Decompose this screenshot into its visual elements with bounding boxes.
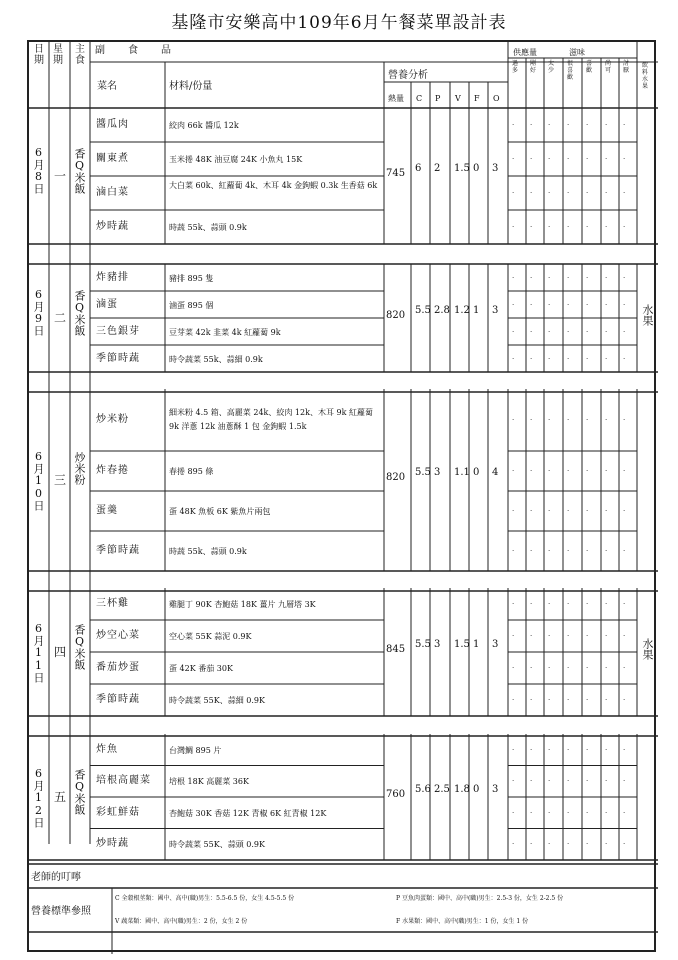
dish-name: 三杯雞 (96, 598, 129, 609)
dish-name: 滷白菜 (96, 187, 129, 198)
header-side-dishes: 副 食 品 (95, 45, 172, 56)
rating-cell: . (567, 630, 570, 638)
nutrition-o-value: 3 (492, 305, 499, 316)
rating-cell: . (512, 694, 515, 702)
rating-cell: . (512, 505, 515, 513)
header-staple: 主食 (75, 44, 85, 66)
rating-cell: . (530, 775, 533, 784)
rating-cell: . (567, 838, 570, 847)
rating-cell: . (605, 662, 608, 670)
day-staple: 香Q米飯 (73, 290, 86, 336)
rating-cell: . (586, 352, 589, 361)
menu-table (27, 40, 656, 952)
rating-cell: . (567, 221, 570, 229)
rating-cell: . (548, 352, 551, 361)
dish-name: 彩虹鮮菇 (96, 806, 140, 818)
header-rating-col: 很喜歡 (567, 60, 574, 81)
nutrition-p-value: 2.5 (434, 784, 450, 795)
rating-cell: . (567, 187, 570, 195)
dish-name: 蛋羹 (96, 505, 118, 516)
rating-cell: . (512, 465, 515, 473)
rating-cell: . (567, 414, 570, 422)
rating-cell: . (586, 153, 589, 161)
rating-cell: . (512, 838, 515, 847)
rating-cell: . (567, 325, 570, 334)
dish-name: 三色銀芽 (96, 325, 140, 337)
rating-cell: . (605, 298, 608, 307)
day-staple: 香Q米飯 (73, 624, 86, 670)
dish-ingredients: 細米粉 4.5 箱、高麗菜 24k、絞肉 12k、木耳 9k 紅蘿蔔 9k 洋蔥 12k 油蔥酥 1 包 金鉤蝦 1.5k (169, 408, 373, 431)
dish-name: 炒空心菜 (96, 630, 140, 641)
calories-value: 760 (386, 789, 406, 800)
header-weekday: 星期 (53, 44, 63, 66)
rating-cell: . (548, 806, 551, 815)
rating-cell: . (548, 662, 551, 670)
nutrition-f-value: 1 (473, 639, 480, 650)
rating-cell: . (586, 775, 589, 784)
rating-cell: . (605, 630, 608, 638)
fruit-label: 水果 (641, 638, 654, 660)
rating-cell: . (623, 505, 626, 513)
rating-cell: . (623, 694, 626, 702)
day-date: 6月8日 (32, 146, 45, 194)
header-rating-col: 過多 (512, 60, 519, 74)
rating-cell: . (586, 630, 589, 638)
rating-cell: . (605, 505, 608, 513)
dish-name: 炸豬排 (96, 271, 129, 283)
rating-cell: . (530, 662, 533, 670)
dish-name: 炒時蔬 (96, 221, 129, 232)
dish-name: 炒時蔬 (96, 838, 129, 850)
dish-name: 炸魚 (96, 743, 118, 755)
rating-cell: . (530, 806, 533, 815)
rating-cell: . (567, 505, 570, 513)
dish-name: 季節時蔬 (96, 545, 140, 556)
rating-cell: . (567, 352, 570, 361)
day-date: 6月12日 (32, 767, 45, 828)
rating-cell: . (623, 806, 626, 815)
header-rating-col: 討厭 (623, 60, 630, 74)
rating-cell: . (605, 806, 608, 815)
day-weekday: 四 (54, 645, 67, 659)
rating-cell: . (623, 221, 626, 229)
dish-name: 醬瓜肉 (96, 119, 129, 130)
teacher-note-label: 老師的叮嚀 (31, 872, 81, 883)
rating-cell: . (548, 187, 551, 195)
dish-ingredients: 時蔬 55k、蒜頭 0.9k (169, 547, 247, 556)
rating-cell: . (548, 775, 551, 784)
rating-cell: . (586, 119, 589, 127)
calories-value: 820 (386, 310, 406, 321)
rating-cell: . (586, 545, 589, 553)
header-o: O (493, 94, 500, 103)
dish-ingredients: 時令蔬菜 55K、蒜細 0.9K (169, 696, 265, 705)
dish-ingredients: 蛋 48K 魚板 6K 紫魚片兩包 (169, 507, 271, 516)
header-ingredients: 材料/份量 (169, 81, 213, 92)
day-weekday: 三 (54, 473, 67, 487)
rating-cell: . (623, 743, 626, 752)
rating-cell: . (586, 838, 589, 847)
standard-c: C 全穀根莖類：國中、高中(職)男生：5.5-6.5 份，女生 4.5-5.5 份 (115, 895, 295, 902)
rating-cell: . (605, 743, 608, 752)
rating-cell: . (548, 743, 551, 752)
header-taste: 滋味 (569, 48, 585, 57)
rating-cell: . (548, 630, 551, 638)
rating-cell: . (548, 271, 551, 280)
rating-cell: . (605, 694, 608, 702)
rating-cell: . (586, 694, 589, 702)
rating-cell: . (548, 153, 551, 161)
page-title: 基隆市安樂高中109年6月午餐菜單設計表 (171, 13, 507, 33)
header-rating-col: 喜歡 (586, 60, 593, 74)
rating-cell: . (567, 775, 570, 784)
dish-name: 關東煮 (96, 153, 129, 164)
rating-cell: . (530, 598, 533, 606)
rating-cell: . (530, 694, 533, 702)
standard-p: P 豆魚肉蛋類：國中、高中(職)男生：2.5-3 份，女生 2-2.5 份 (396, 895, 564, 902)
dish-name: 滷蛋 (96, 298, 118, 310)
rating-cell: . (530, 743, 533, 752)
rating-cell: . (623, 119, 626, 127)
day-staple: 香Q米飯 (73, 769, 86, 815)
nutrition-v-value: 1.2 (454, 305, 470, 316)
rating-cell: . (567, 662, 570, 670)
header-f: F (474, 94, 480, 103)
rating-cell: . (623, 598, 626, 606)
rating-cell: . (586, 743, 589, 752)
header-calories: 熱量 (388, 94, 404, 103)
rating-cell: . (623, 662, 626, 670)
rating-cell: . (623, 414, 626, 422)
rating-cell: . (512, 414, 515, 422)
rating-cell: . (567, 153, 570, 161)
dish-ingredients: 春捲 895 條 (169, 467, 214, 476)
rating-cell: . (548, 325, 551, 334)
rating-cell: . (586, 662, 589, 670)
day-weekday: 一 (54, 169, 67, 183)
dish-ingredients: 大白菜 60k、紅蘿蔔 4k、木耳 4k 金鉤蝦 0.3k 生香菇 6k (169, 181, 378, 190)
rating-cell: . (567, 806, 570, 815)
rating-cell: . (605, 153, 608, 161)
rating-cell: . (605, 414, 608, 422)
nutrition-p-value: 3 (434, 467, 441, 478)
rating-cell: . (605, 545, 608, 553)
header-nutrition: 營養分析 (388, 70, 428, 81)
nutrition-p-value: 2 (434, 163, 441, 174)
rating-cell: . (586, 465, 589, 473)
dish-name: 季節時蔬 (96, 352, 140, 364)
nutrition-p-value: 3 (434, 639, 441, 650)
rating-cell: . (605, 221, 608, 229)
rating-cell: . (530, 505, 533, 513)
rating-cell: . (623, 271, 626, 280)
calories-value: 845 (386, 644, 406, 655)
dish-ingredients: 培根 18K 高麗菜 36K (169, 777, 249, 787)
nutrition-v-value: 1.1 (454, 467, 470, 478)
nutrition-f-value: 0 (473, 784, 480, 795)
rating-cell: . (567, 465, 570, 473)
header-date: 日期 (34, 44, 44, 66)
rating-cell: . (512, 630, 515, 638)
header-p: P (435, 94, 441, 103)
rating-cell: . (605, 775, 608, 784)
rating-cell: . (512, 221, 515, 229)
rating-cell: . (567, 119, 570, 127)
rating-cell: . (567, 743, 570, 752)
nutrition-standard-label: 營養標準參照 (31, 906, 91, 917)
rating-cell: . (512, 325, 515, 334)
rating-cell: . (623, 775, 626, 784)
dish-name: 番茄炒蛋 (96, 662, 140, 673)
dish-name: 炒米粉 (96, 414, 129, 425)
nutrition-c-value: 5.5 (415, 639, 431, 650)
dish-ingredients: 空心菜 55K 蒜泥 0.9K (169, 632, 252, 641)
rating-cell: . (586, 414, 589, 422)
rating-cell: . (623, 545, 626, 553)
rating-cell: . (567, 271, 570, 280)
rating-cell: . (530, 414, 533, 422)
header-drink: 飲料水果 (642, 62, 649, 90)
rating-cell: . (605, 271, 608, 280)
rating-cell: . (530, 119, 533, 127)
rating-cell: . (548, 694, 551, 702)
rating-cell: . (548, 221, 551, 229)
dish-name: 季節時蔬 (96, 694, 140, 705)
rating-cell: . (512, 775, 515, 784)
dish-name: 炸春捲 (96, 465, 129, 476)
rating-cell: . (530, 630, 533, 638)
nutrition-v-value: 1.8 (454, 784, 470, 795)
rating-cell: . (530, 153, 533, 161)
rating-cell: . (605, 187, 608, 195)
rating-cell: . (567, 598, 570, 606)
header-v: V (455, 94, 461, 103)
header-dish-name: 菜名 (97, 81, 117, 92)
rating-cell: . (605, 598, 608, 606)
rating-cell: . (548, 598, 551, 606)
nutrition-c-value: 5.6 (415, 784, 431, 795)
dish-ingredients: 時蔬 55k、蒜頭 0.9k (169, 223, 247, 232)
rating-cell: . (605, 119, 608, 127)
nutrition-o-value: 3 (492, 639, 499, 650)
rating-cell: . (623, 352, 626, 361)
rating-cell: . (548, 465, 551, 473)
calories-value: 745 (386, 168, 406, 179)
rating-cell: . (567, 298, 570, 307)
rating-cell: . (548, 545, 551, 553)
rating-cell: . (548, 119, 551, 127)
nutrition-f-value: 0 (473, 467, 480, 478)
rating-cell: . (512, 352, 515, 361)
rating-cell: . (512, 545, 515, 553)
nutrition-o-value: 4 (492, 467, 499, 478)
rating-cell: . (623, 325, 626, 334)
day-weekday: 五 (54, 790, 67, 804)
rating-cell: . (530, 545, 533, 553)
dish-ingredients: 台灣鯛 895 片 (169, 745, 222, 755)
rating-cell: . (605, 352, 608, 361)
dish-ingredients: 豬排 895 隻 (169, 273, 214, 283)
rating-cell: . (530, 221, 533, 229)
rating-cell: . (623, 298, 626, 307)
nutrition-f-value: 1 (473, 305, 480, 316)
rating-cell: . (512, 187, 515, 195)
dish-ingredients: 絞肉 66k 醬瓜 12k (169, 121, 239, 130)
rating-cell: . (605, 465, 608, 473)
dish-ingredients: 豆芽菜 42k 韭菜 4k 紅蘿蔔 9k (169, 327, 281, 337)
rating-cell: . (512, 271, 515, 280)
rating-cell: . (530, 838, 533, 847)
rating-cell: . (512, 662, 515, 670)
rating-cell: . (567, 694, 570, 702)
nutrition-o-value: 3 (492, 784, 499, 795)
dish-ingredients: 雞腿丁 90K 杏鮑菇 18K 薑片 九層塔 3K (169, 600, 316, 609)
rating-cell: . (605, 325, 608, 334)
nutrition-v-value: 1.5 (454, 639, 470, 650)
rating-cell: . (548, 838, 551, 847)
rating-cell: . (512, 743, 515, 752)
rating-cell: . (623, 187, 626, 195)
nutrition-c-value: 5.5 (415, 467, 431, 478)
rating-cell: . (530, 465, 533, 473)
standard-v: V 蔬菜類：國中、高中(職)男生：2 份，女生 2 份 (115, 918, 248, 925)
rating-cell: . (623, 838, 626, 847)
rating-cell: . (623, 465, 626, 473)
header-rating-col: 太少 (548, 60, 555, 74)
dish-ingredients: 時令蔬菜 55k、蒜細 0.9k (169, 354, 263, 364)
rating-cell: . (623, 153, 626, 161)
rating-cell: . (512, 119, 515, 127)
header-rating-col: 剛好 (530, 60, 537, 74)
calories-value: 820 (386, 472, 406, 483)
rating-cell: . (548, 298, 551, 307)
nutrition-p-value: 2.8 (434, 305, 450, 316)
standard-f: F 水果類：國中、高中(職)男生：1 份，女生 1 份 (396, 918, 529, 925)
rating-cell: . (586, 187, 589, 195)
dish-ingredients: 蛋 42K 番茄 30K (169, 664, 233, 673)
rating-cell: . (512, 298, 515, 307)
day-staple: 香Q米飯 (73, 148, 86, 194)
rating-cell: . (605, 838, 608, 847)
rating-cell: . (586, 806, 589, 815)
rating-cell: . (548, 505, 551, 513)
rating-cell: . (512, 806, 515, 815)
rating-cell: . (623, 630, 626, 638)
rating-cell: . (586, 298, 589, 307)
rating-cell: . (530, 352, 533, 361)
nutrition-f-value: 0 (473, 163, 480, 174)
dish-ingredients: 滷蛋 895 個 (169, 300, 214, 310)
rating-cell: . (567, 545, 570, 553)
nutrition-c-value: 6 (415, 163, 422, 174)
header-rating-col: 尚可 (605, 60, 612, 74)
rating-cell: . (512, 598, 515, 606)
rating-cell: . (530, 271, 533, 280)
rating-cell: . (530, 187, 533, 195)
rating-cell: . (530, 298, 533, 307)
day-date: 6月10日 (32, 450, 45, 511)
fruit-label: 水果 (641, 304, 654, 326)
nutrition-v-value: 1.5 (454, 163, 470, 174)
rating-cell: . (586, 271, 589, 280)
day-date: 6月9日 (32, 288, 45, 336)
day-weekday: 二 (54, 311, 67, 325)
rating-cell: . (586, 505, 589, 513)
nutrition-o-value: 3 (492, 163, 499, 174)
rating-cell: . (548, 414, 551, 422)
day-date: 6月11日 (32, 622, 45, 683)
rating-cell: . (586, 221, 589, 229)
rating-cell: . (586, 598, 589, 606)
nutrition-c-value: 5.5 (415, 305, 431, 316)
rating-cell: . (530, 325, 533, 334)
rating-cell: . (586, 325, 589, 334)
dish-ingredients: 時令蔬菜 55K、蒜頭 0.9K (169, 840, 265, 850)
day-staple: 炒米粉 (73, 452, 86, 485)
dish-name: 培根高麗菜 (96, 775, 151, 787)
header-c: C (416, 94, 423, 103)
dish-ingredients: 玉米捲 48K 油豆腐 24K 小魚丸 15K (169, 155, 303, 164)
header-supplier: 供應量 (513, 48, 537, 57)
dish-ingredients: 杏鮑菇 30K 香菇 12K 青椒 6K 紅青椒 12K (169, 808, 327, 818)
rating-cell: . (512, 153, 515, 161)
